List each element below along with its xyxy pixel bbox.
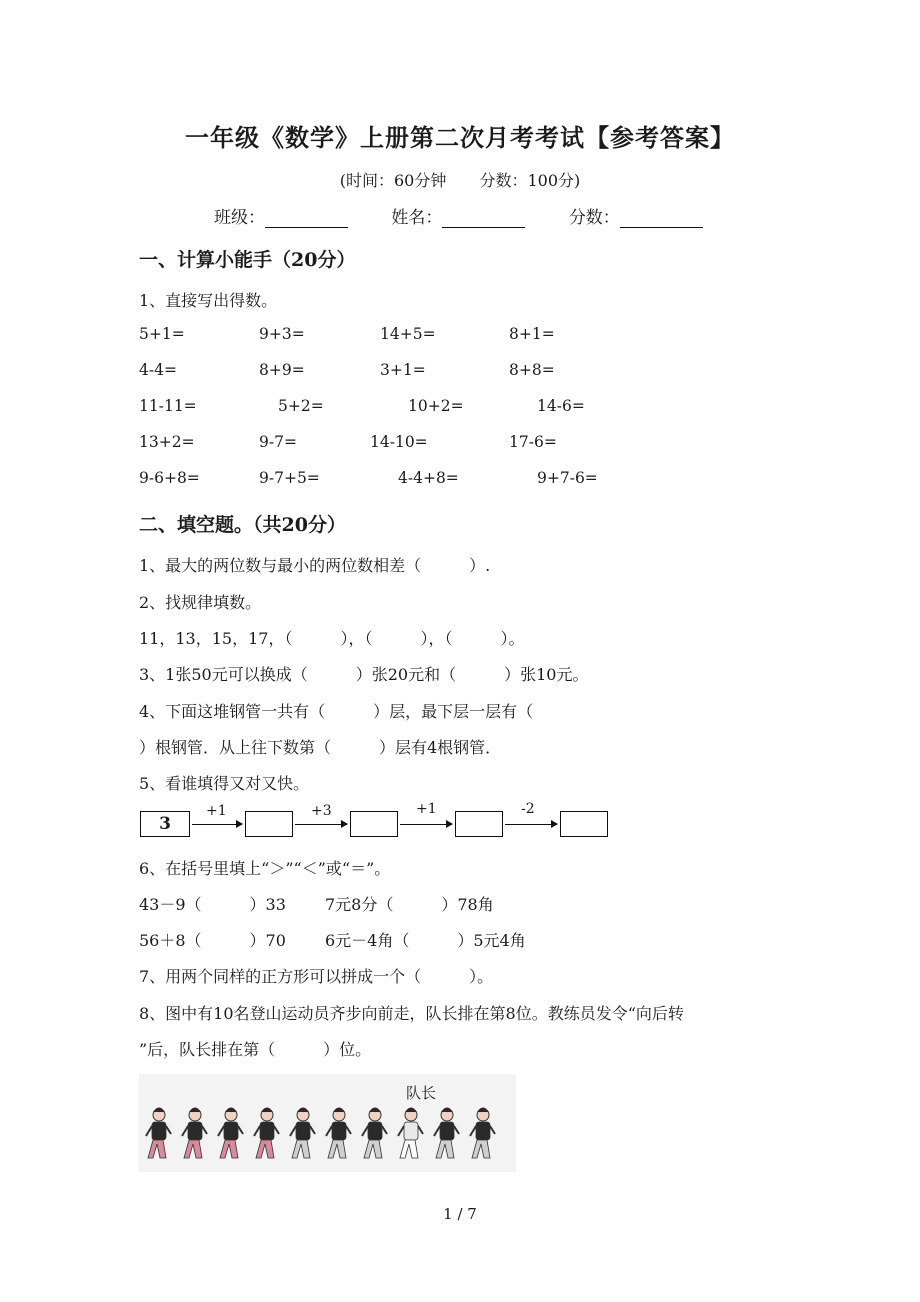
chain-op: +1 bbox=[206, 803, 227, 819]
chain-answer-box[interactable] bbox=[350, 811, 398, 837]
eq: 9+7-6= bbox=[537, 469, 598, 487]
eq: 8+9= bbox=[259, 361, 305, 379]
eq: 5+2= bbox=[278, 397, 324, 415]
climber-figure bbox=[326, 1108, 351, 1159]
eq: 5+1= bbox=[139, 325, 185, 343]
eq: 10+2= bbox=[408, 397, 464, 415]
chain-op: +1 bbox=[416, 801, 437, 817]
s2-q6: 6、在括号里填上“＞”“＜”或“＝”。 bbox=[139, 859, 391, 878]
s2-q2: 2、找规律填数。 bbox=[139, 593, 262, 612]
arrow-icon bbox=[400, 824, 452, 825]
climber-figure bbox=[398, 1108, 423, 1159]
s2-q3: 3、1张50元可以换成（ ）张20元和（ ）张10元。 bbox=[139, 665, 589, 684]
climber-figure bbox=[182, 1108, 207, 1159]
chain-answer-box[interactable] bbox=[245, 811, 293, 837]
s2-q1: 1、最大的两位数与最小的两位数相差（ ）. bbox=[139, 556, 491, 575]
eq: 14+5= bbox=[380, 325, 436, 343]
s2-q2-sequence: 11，13，15，17，（ ），（ ），（ ）。 bbox=[139, 629, 525, 648]
s1-q1: 1、直接写出得数。 bbox=[139, 291, 278, 310]
captain-label: 队长 bbox=[406, 1084, 437, 1102]
eq: 17-6= bbox=[509, 433, 557, 451]
climbers-svg bbox=[139, 1074, 516, 1172]
climber-figure bbox=[146, 1108, 171, 1159]
climbers-illustration bbox=[139, 1074, 516, 1172]
s2-q5: 5、看谁填得又对又快。 bbox=[139, 774, 310, 793]
exam-total-score: 分数：100分) bbox=[479, 171, 581, 190]
eq: 9-7+5= bbox=[259, 469, 320, 487]
climber-figure bbox=[434, 1108, 459, 1159]
s2-q7: 7、用两个同样的正方形可以拼成一个（ ）。 bbox=[139, 967, 494, 986]
s2-q8-line1: 8、图中有10名登山运动员齐步向前走，队长排在第8位。教练员发令“向后转 bbox=[139, 1004, 684, 1023]
page-number: 1 / 7 bbox=[443, 1205, 477, 1223]
name-label: 姓名： bbox=[391, 208, 443, 228]
climber-figure bbox=[470, 1108, 495, 1159]
chain-op: -2 bbox=[521, 801, 535, 817]
section1-heading: 一、计算小能手（20分） bbox=[139, 249, 356, 271]
page-title: 一年级《数学》上册第二次月考考试【参考答案】 bbox=[185, 123, 735, 152]
class-blank[interactable] bbox=[265, 211, 348, 228]
exam-time: (时间：60分钟 bbox=[339, 171, 447, 190]
score-label: 分数： bbox=[568, 208, 620, 228]
climber-figure bbox=[218, 1108, 243, 1159]
chain-answer-box[interactable] bbox=[455, 811, 503, 837]
s2-q6-row1b: 7元8分（ ）78角 bbox=[325, 895, 494, 914]
eq: 4-4+8= bbox=[398, 469, 459, 487]
s2-q4-line1: 4、下面这堆钢管一共有（ ）层，最下层一层有（ bbox=[139, 702, 534, 721]
s2-q4-line2: ）根钢管．从上往下数第（ ）层有4根钢管． bbox=[139, 738, 502, 757]
climber-figure bbox=[290, 1108, 315, 1159]
eq: 9-7= bbox=[259, 433, 297, 451]
eq: 4-4= bbox=[139, 361, 177, 379]
s2-q8-line2: ”后，队长排在第（ ）位。 bbox=[139, 1040, 372, 1059]
eq: 14-6= bbox=[537, 397, 585, 415]
eq: 11-11= bbox=[139, 397, 197, 415]
exam-info bbox=[0, 168, 920, 191]
eq: 9+3= bbox=[259, 325, 305, 343]
chain-op: +3 bbox=[311, 803, 332, 819]
eq: 14-10= bbox=[370, 433, 428, 451]
arrow-icon bbox=[505, 824, 557, 825]
arrow-icon bbox=[295, 824, 347, 825]
s2-q6-row2b: 6元－4角（ ）5元4角 bbox=[325, 931, 526, 950]
student-fields bbox=[214, 203, 741, 228]
eq: 3+1= bbox=[380, 361, 426, 379]
eq: 13+2= bbox=[139, 433, 195, 451]
climber-figure bbox=[254, 1108, 279, 1159]
eq: 8+8= bbox=[509, 361, 555, 379]
arrow-icon bbox=[192, 824, 242, 825]
score-blank[interactable] bbox=[620, 211, 703, 228]
eq: 8+1= bbox=[509, 325, 555, 343]
climber-figure bbox=[362, 1108, 387, 1159]
class-label: 班级： bbox=[214, 208, 265, 228]
section2-heading: 二、填空题。（共20分） bbox=[139, 514, 346, 536]
s2-q6-row2a: 56＋8（ ）70 bbox=[139, 931, 286, 950]
s2-q6-row1a: 43－9（ ）33 bbox=[139, 895, 286, 914]
chain-start-box: 3 bbox=[140, 811, 190, 837]
chain-answer-box[interactable] bbox=[560, 811, 608, 837]
name-blank[interactable] bbox=[442, 211, 525, 228]
eq: 9-6+8= bbox=[139, 469, 200, 487]
